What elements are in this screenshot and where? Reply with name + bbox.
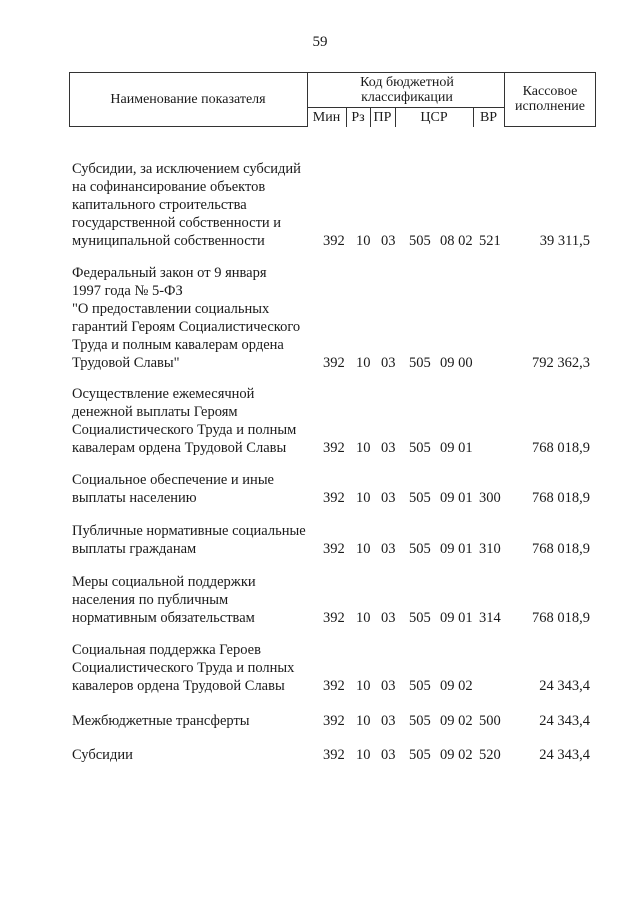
header-amount-label: Кассовое исполнение: [515, 84, 585, 114]
code-rz: 10: [356, 233, 371, 249]
table-row: [0, 264, 640, 372]
header-code-group-label: Код бюджетной классификации: [360, 75, 454, 105]
amount: 24 343,4: [539, 747, 590, 763]
code-min: 392: [323, 490, 345, 506]
code-pr: 03: [381, 747, 396, 763]
row-name: Публичные нормативные социальные выплаты гражданам: [72, 523, 306, 557]
code-csr-sub: 09 02: [440, 678, 473, 694]
code-rz: 10: [356, 747, 371, 763]
header-vr-label: ВР: [479, 110, 498, 125]
table-row: [0, 712, 640, 730]
table-row: [0, 573, 640, 627]
code-min: 392: [323, 233, 345, 249]
amount: 24 343,4: [539, 678, 590, 694]
code-min: 392: [323, 747, 345, 763]
row-name: Социальная поддержка Героев Социалистического Труда и полных кавалеров ордена Трудовой Славы: [72, 642, 295, 694]
code-csr-main: 505: [409, 440, 431, 456]
code-csr-main: 505: [409, 610, 431, 626]
code-csr-main: 505: [409, 541, 431, 557]
row-name: Меры социальной поддержки населения по публичным нормативным обязательствам: [72, 574, 256, 626]
code-csr-main: 505: [409, 678, 431, 694]
header-border-right: [595, 72, 596, 127]
table-row: [0, 160, 640, 250]
code-csr-main: 505: [409, 233, 431, 249]
header-min-label: Мин: [312, 110, 341, 125]
header-border-top: [69, 72, 596, 73]
code-csr-main: 505: [409, 355, 431, 371]
code-pr: 03: [381, 440, 396, 456]
code-rz: 10: [356, 440, 371, 456]
amount: 768 018,9: [532, 490, 590, 506]
code-pr: 03: [381, 713, 396, 729]
code-vr: 500: [479, 713, 501, 729]
code-pr: 03: [381, 541, 396, 557]
code-pr: 03: [381, 678, 396, 694]
table-row: [0, 385, 640, 457]
row-name: Осуществление ежемесячной денежной выплаты Героям Социалистического Труда и полным кавалерам ордена Трудовой Славы: [72, 386, 297, 456]
code-csr-main: 505: [409, 490, 431, 506]
amount: 792 362,3: [532, 355, 590, 371]
code-csr-sub: 09 00: [440, 355, 473, 371]
header-name-label: Наименование показателя: [110, 92, 266, 107]
table-row: [0, 471, 640, 507]
code-csr-main: 505: [409, 713, 431, 729]
code-rz: 10: [356, 713, 371, 729]
header-pr-label: ПР: [373, 110, 392, 125]
code-min: 392: [323, 440, 345, 456]
amount: 768 018,9: [532, 610, 590, 626]
code-csr-sub: 09 02: [440, 713, 473, 729]
code-vr: 520: [479, 747, 501, 763]
header-rz-label: Рз: [351, 110, 365, 125]
code-vr: 521: [479, 233, 501, 249]
code-min: 392: [323, 713, 345, 729]
table-row: [0, 746, 640, 764]
code-csr-sub: 09 01: [440, 541, 473, 557]
code-vr: 314: [479, 610, 501, 626]
code-csr-sub: 09 01: [440, 490, 473, 506]
table-header: [69, 72, 596, 127]
code-csr-sub: 09 02: [440, 747, 473, 763]
code-csr-sub: 09 01: [440, 440, 473, 456]
header-subrow-line: [307, 107, 504, 108]
code-min: 392: [323, 678, 345, 694]
page-number: 59: [312, 34, 328, 50]
code-csr-main: 505: [409, 747, 431, 763]
code-pr: 03: [381, 490, 396, 506]
row-name: Федеральный закон от 9 января 1997 года № 5-ФЗ "О предоставлении социальных гарантий Героям Социалистического Труда и полным кавалерам ордена Трудовой Славы": [72, 265, 301, 371]
header-border-bottom-right: [504, 126, 596, 127]
code-rz: 10: [356, 490, 371, 506]
code-vr: 300: [479, 490, 501, 506]
table-row: [0, 522, 640, 558]
code-vr: 310: [479, 541, 501, 557]
code-rz: 10: [356, 678, 371, 694]
header-csr-label: ЦСР: [420, 110, 448, 125]
code-min: 392: [323, 610, 345, 626]
amount: 768 018,9: [532, 440, 590, 456]
row-name: Межбюджетные трансферты: [72, 713, 250, 729]
header-border-bottom-left: [69, 126, 307, 127]
row-name: Субсидии: [72, 747, 133, 763]
code-rz: 10: [356, 610, 371, 626]
row-name: Субсидии, за исключением субсидий на софинансирование объектов капитального строительства государственной собственности и муниципальной собственности: [72, 161, 301, 249]
amount: 768 018,9: [532, 541, 590, 557]
code-csr-sub: 08 02: [440, 233, 473, 249]
code-pr: 03: [381, 355, 396, 371]
row-name: Социальное обеспечение и иные выплаты населению: [72, 472, 274, 506]
table-row: [0, 641, 640, 695]
amount: 39 311,5: [539, 233, 590, 249]
code-rz: 10: [356, 541, 371, 557]
code-min: 392: [323, 355, 345, 371]
code-pr: 03: [381, 610, 396, 626]
code-csr-sub: 09 01: [440, 610, 473, 626]
code-rz: 10: [356, 355, 371, 371]
code-min: 392: [323, 541, 345, 557]
amount: 24 343,4: [539, 713, 590, 729]
code-pr: 03: [381, 233, 396, 249]
